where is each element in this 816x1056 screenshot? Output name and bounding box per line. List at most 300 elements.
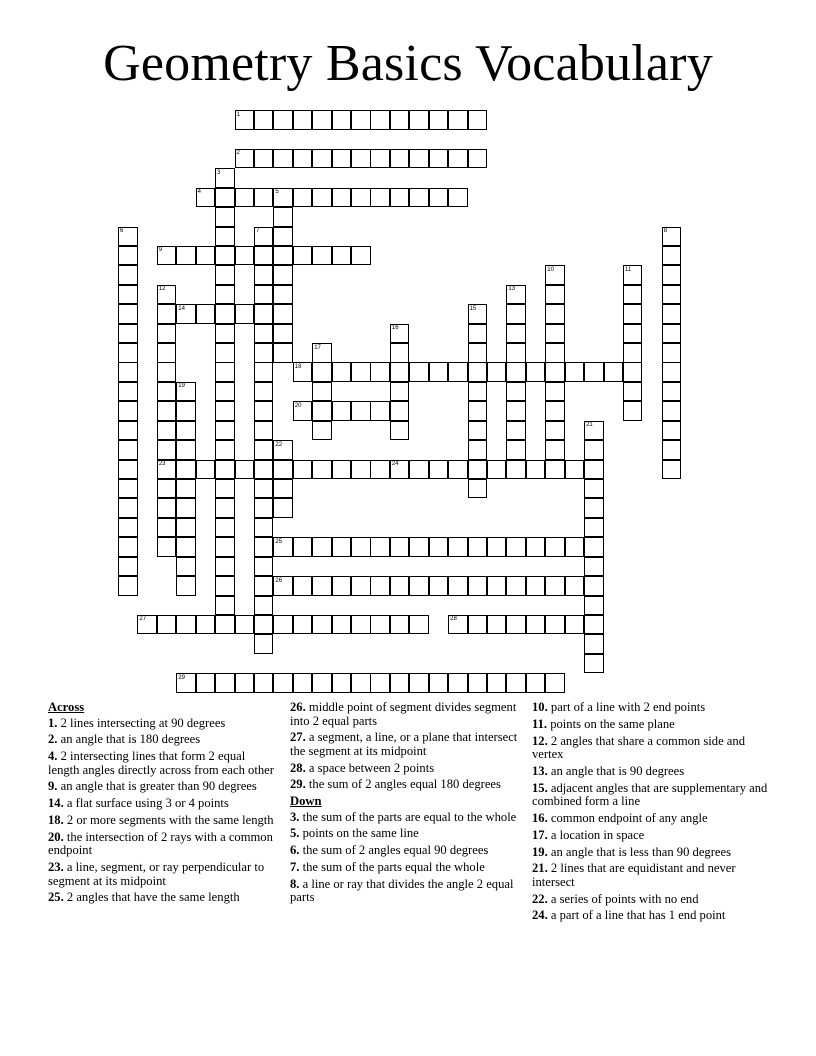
grid-cell[interactable] bbox=[623, 324, 643, 344]
grid-cell[interactable] bbox=[273, 207, 293, 227]
grid-cell[interactable] bbox=[526, 673, 546, 693]
grid-cell[interactable] bbox=[448, 188, 468, 208]
grid-cell[interactable] bbox=[118, 304, 138, 324]
grid-cell[interactable] bbox=[623, 304, 643, 324]
grid-cell[interactable] bbox=[370, 149, 390, 169]
grid-cell[interactable] bbox=[332, 673, 352, 693]
grid-cell[interactable] bbox=[254, 362, 274, 382]
grid-cell[interactable] bbox=[468, 421, 488, 441]
grid-cell[interactable] bbox=[254, 382, 274, 402]
grid-cell[interactable] bbox=[390, 401, 410, 421]
grid-cell[interactable] bbox=[506, 537, 526, 557]
grid-cell[interactable] bbox=[351, 149, 371, 169]
grid-cell[interactable] bbox=[487, 576, 507, 596]
grid-cell[interactable] bbox=[584, 576, 604, 596]
grid-cell[interactable] bbox=[176, 498, 196, 518]
grid-cell[interactable] bbox=[273, 227, 293, 247]
grid-cell[interactable] bbox=[468, 576, 488, 596]
grid-cell[interactable] bbox=[332, 149, 352, 169]
grid-cell[interactable] bbox=[487, 460, 507, 480]
grid-cell[interactable] bbox=[429, 110, 449, 130]
grid-cell[interactable] bbox=[623, 343, 643, 363]
grid-cell[interactable] bbox=[662, 304, 682, 324]
grid-cell[interactable] bbox=[254, 285, 274, 305]
grid-cell[interactable] bbox=[176, 615, 196, 635]
grid-cell[interactable] bbox=[176, 246, 196, 266]
grid-cell[interactable] bbox=[429, 149, 449, 169]
grid-cell[interactable] bbox=[409, 362, 429, 382]
grid-cell[interactable] bbox=[429, 576, 449, 596]
grid-cell[interactable] bbox=[487, 615, 507, 635]
grid-cell[interactable] bbox=[215, 576, 235, 596]
grid-cell[interactable] bbox=[254, 421, 274, 441]
grid-cell[interactable] bbox=[196, 673, 216, 693]
grid-cell[interactable] bbox=[390, 537, 410, 557]
grid-cell[interactable] bbox=[273, 265, 293, 285]
grid-cell[interactable] bbox=[545, 362, 565, 382]
grid-cell[interactable] bbox=[118, 537, 138, 557]
grid-cell[interactable] bbox=[254, 537, 274, 557]
grid-cell[interactable] bbox=[235, 246, 255, 266]
grid-cell[interactable] bbox=[545, 537, 565, 557]
grid-cell[interactable] bbox=[584, 460, 604, 480]
grid-cell[interactable] bbox=[312, 401, 332, 421]
grid-cell[interactable] bbox=[332, 537, 352, 557]
grid-cell[interactable] bbox=[157, 304, 177, 324]
grid-cell[interactable] bbox=[565, 362, 585, 382]
grid-cell[interactable] bbox=[235, 304, 255, 324]
grid-cell[interactable] bbox=[273, 110, 293, 130]
grid-cell[interactable] bbox=[370, 537, 390, 557]
grid-cell[interactable] bbox=[235, 188, 255, 208]
grid-cell[interactable] bbox=[468, 537, 488, 557]
grid-cell[interactable] bbox=[215, 498, 235, 518]
grid-cell[interactable] bbox=[293, 460, 313, 480]
grid-cell[interactable] bbox=[545, 421, 565, 441]
grid-cell[interactable] bbox=[487, 537, 507, 557]
grid-cell[interactable] bbox=[351, 362, 371, 382]
grid-cell[interactable] bbox=[312, 149, 332, 169]
grid-cell[interactable] bbox=[332, 401, 352, 421]
grid-cell[interactable] bbox=[293, 188, 313, 208]
grid-cell[interactable] bbox=[662, 324, 682, 344]
grid-cell[interactable] bbox=[157, 518, 177, 538]
grid-cell[interactable] bbox=[118, 576, 138, 596]
grid-cell[interactable] bbox=[584, 362, 604, 382]
grid-cell[interactable] bbox=[584, 596, 604, 616]
grid-cell[interactable] bbox=[448, 149, 468, 169]
grid-cell[interactable] bbox=[293, 615, 313, 635]
grid-cell[interactable] bbox=[157, 382, 177, 402]
grid-cell[interactable] bbox=[215, 285, 235, 305]
grid-cell[interactable] bbox=[235, 460, 255, 480]
grid-cell[interactable] bbox=[176, 421, 196, 441]
grid-cell[interactable] bbox=[390, 110, 410, 130]
grid-cell[interactable] bbox=[254, 673, 274, 693]
grid-cell[interactable] bbox=[215, 382, 235, 402]
grid-cell[interactable] bbox=[118, 557, 138, 577]
grid-cell[interactable] bbox=[273, 149, 293, 169]
grid-cell[interactable] bbox=[526, 362, 546, 382]
grid-cell[interactable] bbox=[254, 576, 274, 596]
grid-cell[interactable] bbox=[409, 537, 429, 557]
grid-cell[interactable] bbox=[390, 343, 410, 363]
grid-cell[interactable] bbox=[312, 615, 332, 635]
grid-cell[interactable] bbox=[332, 110, 352, 130]
grid-cell[interactable] bbox=[584, 615, 604, 635]
grid-cell[interactable] bbox=[157, 479, 177, 499]
grid-cell[interactable] bbox=[332, 188, 352, 208]
grid-cell[interactable] bbox=[273, 246, 293, 266]
grid-cell[interactable] bbox=[312, 382, 332, 402]
grid-cell[interactable] bbox=[429, 537, 449, 557]
grid-cell[interactable] bbox=[506, 401, 526, 421]
grid-cell[interactable] bbox=[293, 537, 313, 557]
grid-cell[interactable] bbox=[662, 362, 682, 382]
grid-cell[interactable] bbox=[545, 304, 565, 324]
grid-cell[interactable] bbox=[351, 401, 371, 421]
grid-cell[interactable] bbox=[215, 557, 235, 577]
grid-cell[interactable] bbox=[370, 110, 390, 130]
grid-cell[interactable] bbox=[215, 479, 235, 499]
grid-cell[interactable] bbox=[196, 615, 216, 635]
grid-cell[interactable] bbox=[332, 615, 352, 635]
grid-cell[interactable] bbox=[254, 188, 274, 208]
grid-cell[interactable] bbox=[565, 576, 585, 596]
grid-cell[interactable] bbox=[468, 440, 488, 460]
grid-cell[interactable] bbox=[545, 576, 565, 596]
grid-cell[interactable] bbox=[254, 518, 274, 538]
grid-cell[interactable] bbox=[545, 401, 565, 421]
grid-cell[interactable] bbox=[584, 498, 604, 518]
grid-cell[interactable] bbox=[215, 227, 235, 247]
grid-cell[interactable] bbox=[409, 673, 429, 693]
grid-cell[interactable] bbox=[506, 421, 526, 441]
grid-cell[interactable] bbox=[468, 460, 488, 480]
grid-cell[interactable] bbox=[584, 537, 604, 557]
grid-cell[interactable] bbox=[157, 498, 177, 518]
grid-cell[interactable] bbox=[390, 149, 410, 169]
grid-cell[interactable] bbox=[545, 285, 565, 305]
grid-cell[interactable] bbox=[584, 479, 604, 499]
grid-cell[interactable] bbox=[273, 324, 293, 344]
grid-cell[interactable] bbox=[215, 460, 235, 480]
grid-cell[interactable] bbox=[565, 460, 585, 480]
grid-cell[interactable] bbox=[506, 362, 526, 382]
grid-cell[interactable] bbox=[254, 615, 274, 635]
grid-cell[interactable] bbox=[390, 576, 410, 596]
grid-cell[interactable] bbox=[254, 246, 274, 266]
grid-cell[interactable] bbox=[215, 615, 235, 635]
grid-cell[interactable] bbox=[409, 110, 429, 130]
grid-cell[interactable] bbox=[157, 421, 177, 441]
grid-cell[interactable] bbox=[157, 343, 177, 363]
grid-cell[interactable] bbox=[176, 460, 196, 480]
grid-cell[interactable] bbox=[545, 615, 565, 635]
grid-cell[interactable] bbox=[312, 673, 332, 693]
grid-cell[interactable] bbox=[526, 460, 546, 480]
grid-cell[interactable] bbox=[506, 304, 526, 324]
grid-cell[interactable] bbox=[662, 460, 682, 480]
grid-cell[interactable] bbox=[254, 460, 274, 480]
grid-cell[interactable] bbox=[312, 362, 332, 382]
grid-cell[interactable] bbox=[273, 460, 293, 480]
grid-cell[interactable] bbox=[351, 188, 371, 208]
grid-cell[interactable] bbox=[215, 324, 235, 344]
grid-cell[interactable] bbox=[293, 149, 313, 169]
grid-cell[interactable] bbox=[370, 362, 390, 382]
grid-cell[interactable] bbox=[254, 401, 274, 421]
grid-cell[interactable] bbox=[662, 382, 682, 402]
grid-cell[interactable] bbox=[157, 324, 177, 344]
grid-cell[interactable] bbox=[390, 362, 410, 382]
grid-cell[interactable] bbox=[370, 615, 390, 635]
grid-cell[interactable] bbox=[351, 537, 371, 557]
grid-cell[interactable] bbox=[235, 673, 255, 693]
grid-cell[interactable] bbox=[370, 673, 390, 693]
grid-cell[interactable] bbox=[176, 576, 196, 596]
grid-cell[interactable] bbox=[506, 382, 526, 402]
grid-cell[interactable] bbox=[584, 654, 604, 674]
grid-cell[interactable] bbox=[254, 498, 274, 518]
grid-cell[interactable] bbox=[312, 110, 332, 130]
grid-cell[interactable] bbox=[370, 576, 390, 596]
grid-cell[interactable] bbox=[351, 615, 371, 635]
grid-cell[interactable] bbox=[662, 246, 682, 266]
grid-cell[interactable] bbox=[623, 362, 643, 382]
grid-cell[interactable] bbox=[429, 188, 449, 208]
grid-cell[interactable] bbox=[545, 324, 565, 344]
grid-cell[interactable] bbox=[118, 265, 138, 285]
grid-cell[interactable] bbox=[215, 596, 235, 616]
grid-cell[interactable] bbox=[254, 265, 274, 285]
grid-cell[interactable] bbox=[370, 188, 390, 208]
grid-cell[interactable] bbox=[215, 518, 235, 538]
grid-cell[interactable] bbox=[176, 557, 196, 577]
grid-cell[interactable] bbox=[176, 401, 196, 421]
grid-cell[interactable] bbox=[623, 401, 643, 421]
grid-cell[interactable] bbox=[662, 343, 682, 363]
grid-cell[interactable] bbox=[448, 460, 468, 480]
grid-cell[interactable] bbox=[506, 343, 526, 363]
grid-cell[interactable] bbox=[429, 460, 449, 480]
grid-cell[interactable] bbox=[293, 246, 313, 266]
grid-cell[interactable] bbox=[118, 498, 138, 518]
grid-cell[interactable] bbox=[390, 188, 410, 208]
grid-cell[interactable] bbox=[176, 440, 196, 460]
grid-cell[interactable] bbox=[273, 304, 293, 324]
grid-cell[interactable] bbox=[157, 362, 177, 382]
grid-cell[interactable] bbox=[506, 460, 526, 480]
grid-cell[interactable] bbox=[506, 673, 526, 693]
grid-cell[interactable] bbox=[468, 110, 488, 130]
grid-cell[interactable] bbox=[312, 421, 332, 441]
grid-cell[interactable] bbox=[370, 460, 390, 480]
grid-cell[interactable] bbox=[118, 285, 138, 305]
grid-cell[interactable] bbox=[448, 537, 468, 557]
grid-cell[interactable] bbox=[157, 440, 177, 460]
grid-cell[interactable] bbox=[662, 285, 682, 305]
grid-cell[interactable] bbox=[468, 401, 488, 421]
grid-cell[interactable] bbox=[273, 285, 293, 305]
grid-cell[interactable] bbox=[332, 576, 352, 596]
grid-cell[interactable] bbox=[312, 460, 332, 480]
grid-cell[interactable] bbox=[215, 246, 235, 266]
grid-cell[interactable] bbox=[526, 615, 546, 635]
grid-cell[interactable] bbox=[118, 324, 138, 344]
grid-cell[interactable] bbox=[254, 343, 274, 363]
grid-cell[interactable] bbox=[545, 673, 565, 693]
grid-cell[interactable] bbox=[506, 324, 526, 344]
grid-cell[interactable] bbox=[332, 246, 352, 266]
grid-cell[interactable] bbox=[215, 421, 235, 441]
grid-cell[interactable] bbox=[448, 673, 468, 693]
grid-cell[interactable] bbox=[351, 673, 371, 693]
grid-cell[interactable] bbox=[409, 615, 429, 635]
grid-cell[interactable] bbox=[254, 324, 274, 344]
grid-cell[interactable] bbox=[487, 362, 507, 382]
grid-cell[interactable] bbox=[254, 110, 274, 130]
grid-cell[interactable] bbox=[215, 537, 235, 557]
grid-cell[interactable] bbox=[196, 246, 216, 266]
grid-cell[interactable] bbox=[468, 673, 488, 693]
grid-cell[interactable] bbox=[390, 421, 410, 441]
grid-cell[interactable] bbox=[312, 576, 332, 596]
grid-cell[interactable] bbox=[215, 265, 235, 285]
grid-cell[interactable] bbox=[176, 537, 196, 557]
grid-cell[interactable] bbox=[215, 207, 235, 227]
grid-cell[interactable] bbox=[215, 304, 235, 324]
grid-cell[interactable] bbox=[118, 362, 138, 382]
grid-cell[interactable] bbox=[351, 460, 371, 480]
grid-cell[interactable] bbox=[429, 673, 449, 693]
grid-cell[interactable] bbox=[662, 440, 682, 460]
grid-cell[interactable] bbox=[157, 615, 177, 635]
grid-cell[interactable] bbox=[565, 615, 585, 635]
grid-cell[interactable] bbox=[254, 634, 274, 654]
grid-cell[interactable] bbox=[468, 479, 488, 499]
grid-cell[interactable] bbox=[506, 576, 526, 596]
grid-cell[interactable] bbox=[312, 537, 332, 557]
grid-cell[interactable] bbox=[468, 149, 488, 169]
grid-cell[interactable] bbox=[545, 460, 565, 480]
grid-cell[interactable] bbox=[584, 557, 604, 577]
grid-cell[interactable] bbox=[118, 460, 138, 480]
grid-cell[interactable] bbox=[196, 460, 216, 480]
grid-cell[interactable] bbox=[448, 576, 468, 596]
grid-cell[interactable] bbox=[623, 285, 643, 305]
grid-cell[interactable] bbox=[545, 343, 565, 363]
grid-cell[interactable] bbox=[506, 440, 526, 460]
grid-cell[interactable] bbox=[584, 440, 604, 460]
grid-cell[interactable] bbox=[351, 246, 371, 266]
grid-cell[interactable] bbox=[448, 110, 468, 130]
grid-cell[interactable] bbox=[662, 265, 682, 285]
grid-cell[interactable] bbox=[312, 246, 332, 266]
grid-cell[interactable] bbox=[118, 382, 138, 402]
grid-cell[interactable] bbox=[312, 188, 332, 208]
grid-cell[interactable] bbox=[332, 460, 352, 480]
grid-cell[interactable] bbox=[390, 673, 410, 693]
grid-cell[interactable] bbox=[409, 149, 429, 169]
grid-cell[interactable] bbox=[273, 479, 293, 499]
grid-cell[interactable] bbox=[487, 673, 507, 693]
grid-cell[interactable] bbox=[254, 479, 274, 499]
grid-cell[interactable] bbox=[565, 537, 585, 557]
grid-cell[interactable] bbox=[273, 498, 293, 518]
grid-cell[interactable] bbox=[293, 110, 313, 130]
grid-cell[interactable] bbox=[118, 246, 138, 266]
grid-cell[interactable] bbox=[468, 324, 488, 344]
grid-cell[interactable] bbox=[584, 634, 604, 654]
grid-cell[interactable] bbox=[351, 576, 371, 596]
grid-cell[interactable] bbox=[176, 479, 196, 499]
grid-cell[interactable] bbox=[409, 576, 429, 596]
grid-cell[interactable] bbox=[468, 343, 488, 363]
grid-cell[interactable] bbox=[215, 343, 235, 363]
grid-cell[interactable] bbox=[176, 518, 196, 538]
grid-cell[interactable] bbox=[254, 557, 274, 577]
grid-cell[interactable] bbox=[390, 382, 410, 402]
grid-cell[interactable] bbox=[662, 401, 682, 421]
grid-cell[interactable] bbox=[604, 362, 624, 382]
grid-cell[interactable] bbox=[545, 382, 565, 402]
grid-cell[interactable] bbox=[215, 440, 235, 460]
grid-cell[interactable] bbox=[157, 401, 177, 421]
grid-cell[interactable] bbox=[273, 343, 293, 363]
grid-cell[interactable] bbox=[409, 188, 429, 208]
grid-cell[interactable] bbox=[662, 421, 682, 441]
grid-cell[interactable] bbox=[235, 615, 255, 635]
grid-cell[interactable] bbox=[468, 382, 488, 402]
grid-cell[interactable] bbox=[118, 440, 138, 460]
grid-cell[interactable] bbox=[409, 460, 429, 480]
grid-cell[interactable] bbox=[118, 518, 138, 538]
grid-cell[interactable] bbox=[526, 537, 546, 557]
grid-cell[interactable] bbox=[118, 401, 138, 421]
grid-cell[interactable] bbox=[254, 149, 274, 169]
grid-cell[interactable] bbox=[196, 304, 216, 324]
grid-cell[interactable] bbox=[254, 440, 274, 460]
grid-cell[interactable] bbox=[118, 343, 138, 363]
grid-cell[interactable] bbox=[526, 576, 546, 596]
grid-cell[interactable] bbox=[429, 362, 449, 382]
grid-cell[interactable] bbox=[584, 518, 604, 538]
grid-cell[interactable] bbox=[215, 362, 235, 382]
grid-cell[interactable] bbox=[215, 401, 235, 421]
grid-cell[interactable] bbox=[545, 440, 565, 460]
grid-cell[interactable] bbox=[157, 537, 177, 557]
grid-cell[interactable] bbox=[468, 615, 488, 635]
grid-cell[interactable] bbox=[468, 362, 488, 382]
grid-cell[interactable] bbox=[118, 421, 138, 441]
grid-cell[interactable] bbox=[254, 304, 274, 324]
grid-cell[interactable] bbox=[351, 110, 371, 130]
grid-cell[interactable] bbox=[273, 615, 293, 635]
grid-cell[interactable] bbox=[273, 673, 293, 693]
grid-cell[interactable] bbox=[254, 596, 274, 616]
grid-cell[interactable] bbox=[293, 576, 313, 596]
grid-cell[interactable] bbox=[215, 188, 235, 208]
grid-cell[interactable] bbox=[390, 615, 410, 635]
grid-cell[interactable] bbox=[370, 401, 390, 421]
grid-cell[interactable] bbox=[293, 673, 313, 693]
grid-cell[interactable] bbox=[623, 382, 643, 402]
grid-cell[interactable] bbox=[118, 479, 138, 499]
grid-cell[interactable] bbox=[506, 615, 526, 635]
grid-cell[interactable] bbox=[332, 362, 352, 382]
grid-cell[interactable] bbox=[215, 673, 235, 693]
